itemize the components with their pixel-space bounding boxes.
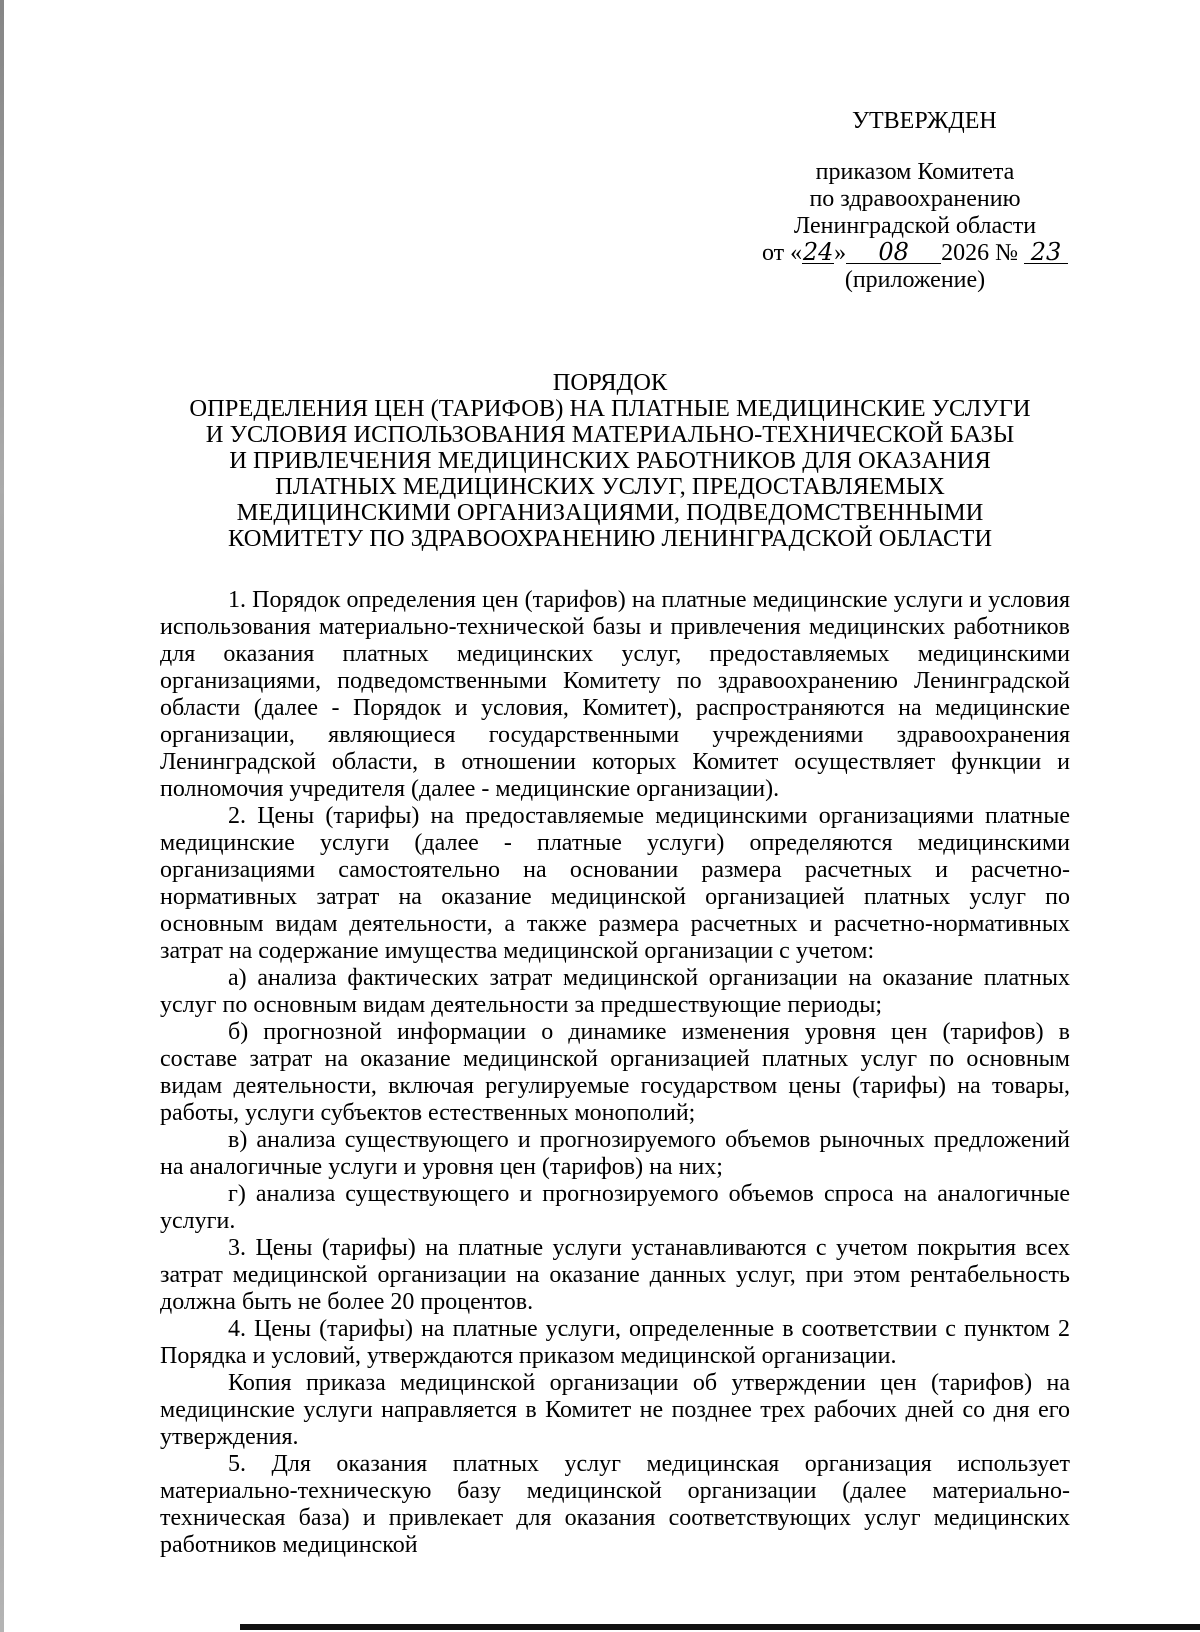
approval-heading: УТВЕРЖДЕН <box>852 108 997 134</box>
paragraph-2d: г) анализа существующего и прогнозируемого объемов спроса на аналогичные услуги. <box>160 1181 1070 1234</box>
title-line-7: КОМИТЕТУ ПО ЗДРАВООХРАНЕНИЮ ЛЕНИНГРАДСКОЙ ОБЛАСТИ <box>227 525 993 552</box>
title-line-6: МЕДИЦИНСКИМИ ОРГАНИЗАЦИЯМИ, ПОДВЕДОМСТВЕННЫМИ <box>236 499 984 526</box>
handwritten-month: 08 <box>846 241 941 264</box>
paragraph-3: 3. Цены (тарифы) на платные услуги устанавливаются с учетом покрытия всех затрат медицинской организации на оказание данных услуг, при этом рентабельность должна быть не более 20 процентов. <box>160 1235 1070 1315</box>
title-line-2: ОПРЕДЕЛЕНИЯ ЦЕН (ТАРИФОВ) НА ПЛАТНЫЕ МЕДИЦИНСКИЕ УСЛУГИ <box>189 395 1031 422</box>
approval-block <box>745 108 1085 294</box>
approval-line-1: приказом Комитета <box>815 159 1015 185</box>
paragraph-5: 5. Для оказания платных услуг медицинская организация использует материально-техническую базу медицинской организации (далее материально-техническая база) и привлекает для оказания соответствующих услуг медицинских работников медицинской <box>160 1451 1070 1558</box>
date-prefix: от « <box>761 240 803 266</box>
date-year-number-label: 2026 № <box>941 240 1019 266</box>
scan-bottom-edge <box>240 1624 1200 1630</box>
approval-date-line <box>745 240 1085 267</box>
title-line-5: ПЛАТНЫХ МЕДИЦИНСКИХ УСЛУГ, ПРЕДОСТАВЛЯЕМЫХ <box>275 473 945 500</box>
approval-line-2: по здравоохранению <box>809 186 1021 212</box>
paragraph-4b: Копия приказа медицинской организации об утверждении цен (тарифов) на медицинские услуги направляется в Комитет не позднее трех рабочих дней со дня его утверждения. <box>160 1370 1070 1450</box>
paragraph-1: 1. Порядок определения цен (тарифов) на платные медицинские услуги и условия использования материально-технической базы и привлечения медицинских работников для оказания платных медицинских услуг, предоставляемых медицинскими организациями, подведомственными Комитету по здравоохранению Ленинградской области (далее - Порядок и условия, Комитет), распространяются на медицинские организации, являющиеся государственными учреждениями здравоохранения Ленинградской области, в отношении которых Комитет осуществляет функции и полномочия учредителя (далее - медицинские организации). <box>160 587 1070 802</box>
paragraph-2: 2. Цены (тарифы) на предоставляемые медицинскими организациями платные медицинские услуги (далее - платные услуги) определяются медицинскими организациями самостоятельно на основании размера расчетных и расчетно-нормативных затрат на оказание медицинской организацией платных услуг по основным видам деятельности, а также размера расчетных и расчетно-нормативных затрат на содержание имущества медицинской организации с учетом: <box>160 803 1070 964</box>
document-title <box>150 370 1070 552</box>
handwritten-number: 23 <box>1024 241 1068 264</box>
handwritten-day: 24 <box>802 238 834 266</box>
date-mid: » <box>834 240 847 266</box>
title-line-3: И УСЛОВИЯ ИСПОЛЬЗОВАНИЯ МАТЕРИАЛЬНО-ТЕХНИЧЕСКОЙ БАЗЫ <box>205 421 1015 448</box>
scan-left-edge <box>0 0 4 1632</box>
title-line-1: ПОРЯДОК <box>552 369 668 396</box>
paragraph-2c: в) анализа существующего и прогнозируемого объемов рыночных предложений на аналогичные услуги и уровня цен (тарифов) на них; <box>160 1127 1070 1180</box>
paragraph-2a: а) анализа фактических затрат медицинской организации на оказание платных услуг по основным видам деятельности за предшествующие периоды; <box>160 965 1070 1018</box>
paragraph-4: 4. Цены (тарифы) на платные услуги, определенные в соответствии с пунктом 2 Порядка и условий, утверждаются приказом медицинской организации. <box>160 1316 1070 1369</box>
approval-line-3: Ленинградской области <box>793 213 1037 239</box>
approval-appendix: (приложение) <box>844 267 986 293</box>
document-body <box>160 587 1070 1559</box>
paragraph-2b: б) прогнозной информации о динамике изменения уровня цен (тарифов) в составе затрат на оказание медицинской организацией платных услуг по основным видам деятельности, включая регулируемые государством цены (тарифы) на товары, работы, услуги субъектов естественных монополий; <box>160 1019 1070 1126</box>
title-line-4: И ПРИВЛЕЧЕНИЯ МЕДИЦИНСКИХ РАБОТНИКОВ ДЛЯ ОКАЗАНИЯ <box>229 447 991 474</box>
